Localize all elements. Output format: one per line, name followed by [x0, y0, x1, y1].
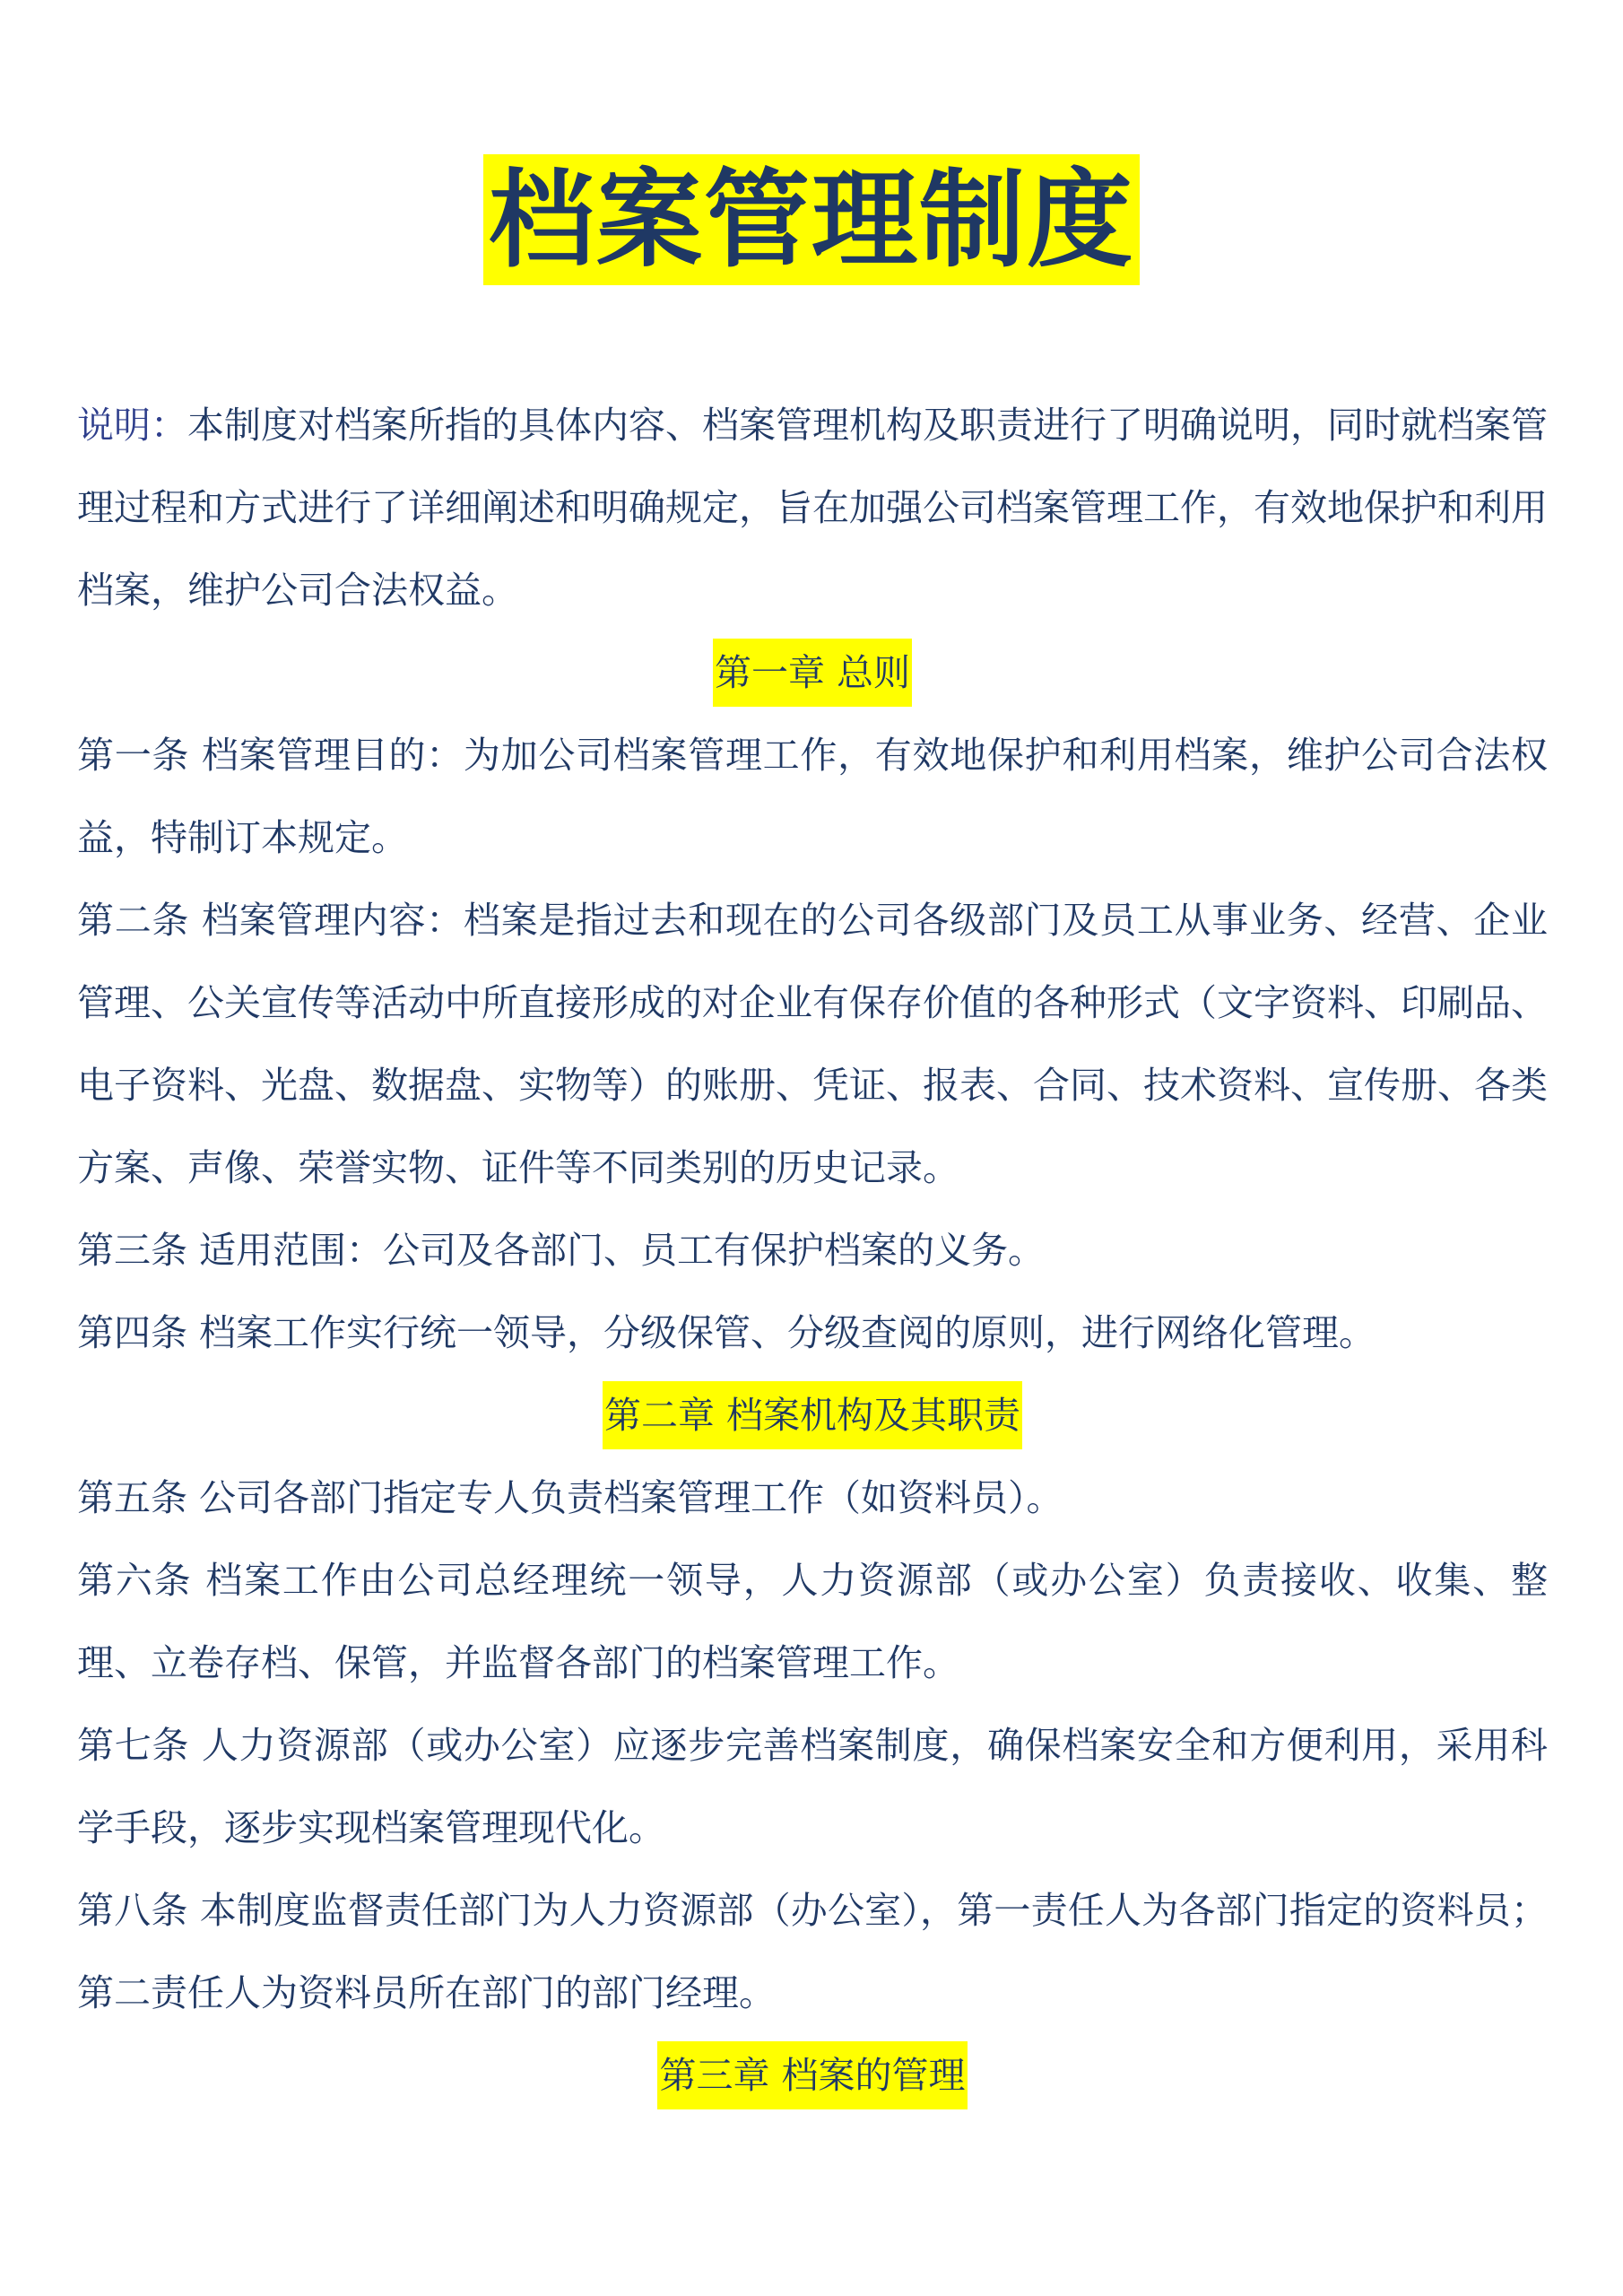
article-8: 第八条 本制度监督责任部门为人力资源部（办公室），第一责任人为各部门指定的资料员；第二责任人为资料员所在部门的部门经理。	[77, 1889, 1548, 2014]
article-4: 第四条 档案工作实行统一领导，分级保管、分级查阅的原则，进行网络化管理。	[77, 1311, 1376, 1354]
chapter-heading-2	[77, 1374, 1548, 1457]
chapter-1-label: 第一章 总则	[713, 639, 912, 707]
intro-text: 本制度对档案所指的具体内容、档案管理机构及职责进行了明确说明，同时就档案管理过程和方式进行了详细阐述和明确规定，旨在加强公司档案管理工作，有效地保护和利用档案，维护公司合法权益。	[77, 404, 1548, 612]
article-7: 第七条 人力资源部（或办公室）应逐步完善档案制度，确保档案安全和方便利用，采用科学手段，逐步实现档案管理现代化。	[77, 1724, 1548, 1849]
document-body	[77, 384, 1548, 2117]
chapter-heading-3	[77, 2034, 1548, 2117]
title-container	[0, 154, 1623, 285]
chapter-2-label: 第二章 档案机构及其职责	[603, 1381, 1022, 1449]
document-title: 档案管理制度	[483, 154, 1140, 285]
article-3: 第三条 适用范围：公司及各部门、员工有保护档案的义务。	[77, 1229, 1046, 1272]
intro-paragraph	[77, 384, 1548, 631]
article-6: 第六条 档案工作由公司总经理统一领导，人力资源部（或办公室）负责接收、收集、整理、立卷存档、保管，并监督各部门的档案管理工作。	[77, 1559, 1548, 1684]
chapter-3-label: 第三章 档案的管理	[657, 2041, 967, 2109]
intro-label: 说明：	[77, 404, 187, 447]
article-5: 第五条 公司各部门指定专人负责档案管理工作（如资料员）。	[77, 1476, 1063, 1519]
article-1: 第一条 档案管理目的：为加公司档案管理工作，有效地保护和利用档案，维护公司合法权益，特制订本规定。	[77, 734, 1548, 859]
chapter-heading-1	[77, 631, 1548, 714]
article-2: 第二条 档案管理内容：档案是指过去和现在的公司各级部门及员工从事业务、经营、企业管理、公关宣传等活动中所直接形成的对企业有保存价值的各种形式（文字资料、印刷品、电子资料、光盘、数据盘、实物等）的账册、凭证、报表、合同、技术资料、宣传册、各类方案、声像、荣誉实物、证件等不同类别的历史记录。	[77, 899, 1548, 1189]
